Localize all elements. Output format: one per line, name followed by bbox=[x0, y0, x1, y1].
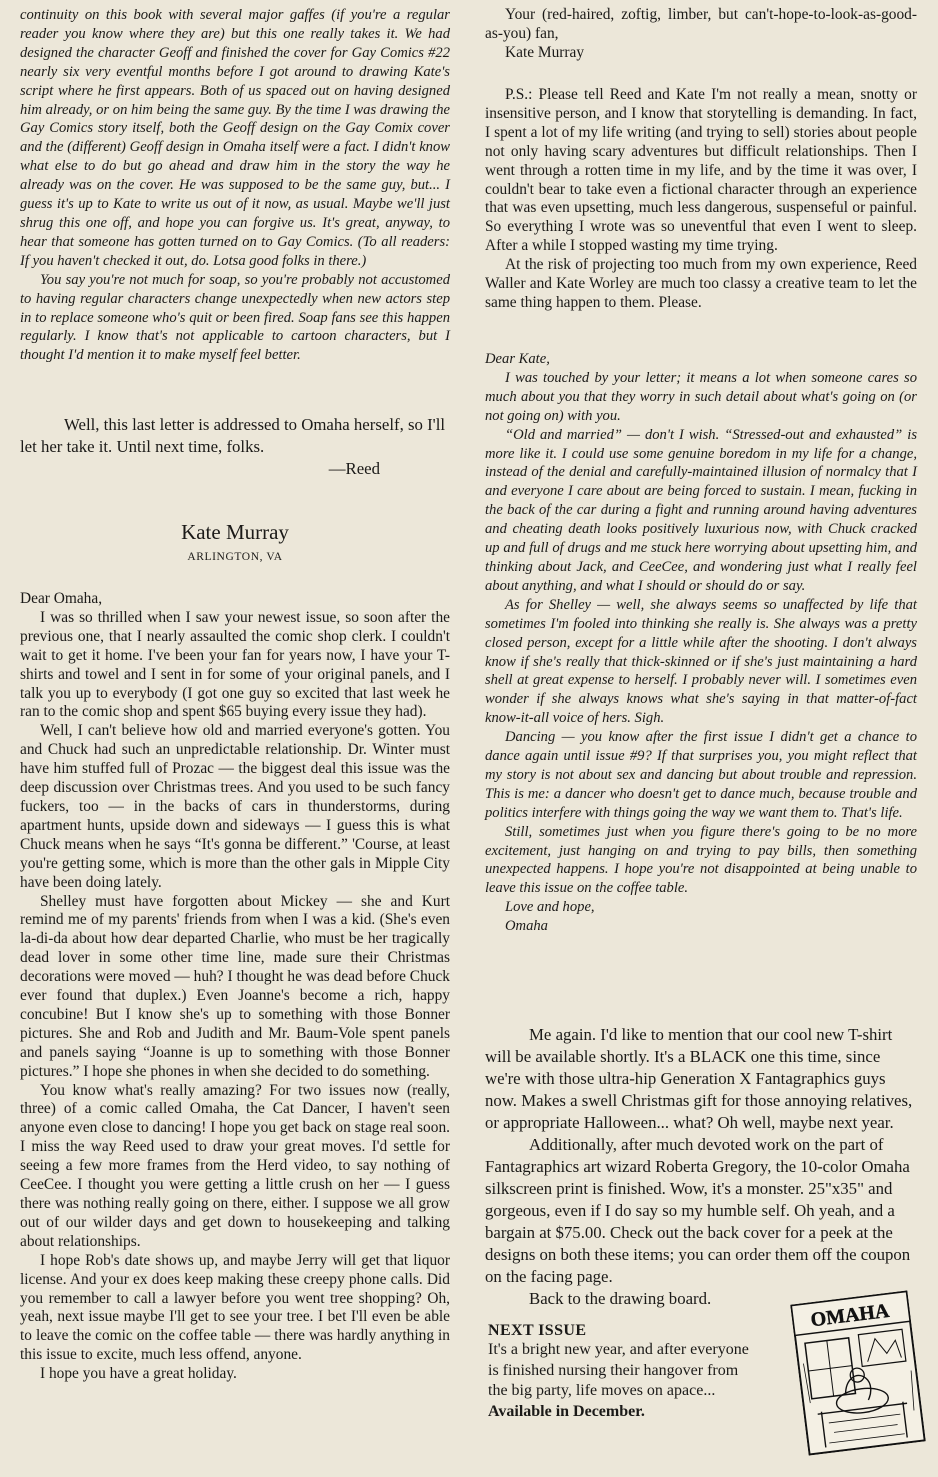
reply-paragraph: As for Shelley — well, she always seems so unaffected by life that sometimes I'm fooled into thinking she really is. She always was a pretty closed person, except for a little while after the shooting. I don't always know if she's really that thick-skinned or if she's just maintaining a hard shell at great expense to herself. I probably never will. I sometimes even wonder if she always knows what she's saying in that matter-of-fact know-it-all voice of hers. Sigh. bbox=[485, 596, 917, 727]
letter-paragraph: I hope Rob's date shows up, and maybe Jerry will get that liquor license. And your ex does keep making these creepy phone calls. Did you remember to call a lawyer before you went tree shopping? Oh, yeah, next issue maybe I'll get to see your tree. I bet I'll even be able to leave the comic on the coffee table — there was hardly anything in this issue to excite, much less offend, anyone. bbox=[20, 1251, 450, 1364]
reply-paragraph: continuity on this book with several major gaffes (if you're a regular reader you know where they are) but this one really takes it. We had designed the character Geoff and finished the cover for Gay Comics #22 nearly six very eventful months before I got around to drawing Kate's script where he first appears. Both of us spaced out on having designed him already, or on him being the same guy. By the time I was drawing the Gay Comics story itself, both the Geoff design on the Gay Comix cover and the (different) Geoff design in Omaha itself were a fact. I didn't know what else to do but go ahead and draw him in the story the way he already was on the cover. He was supposed to be the same guy, but... I guess it's up to Kate to write us out of it now, as usual. Maybe we'll just shrug this one off, and hope you can forgive us. It's great, anyway, to hear that someone has gotten turned on to Gay Comics. (To all readers: If you haven't checked it out, do. Lotsa good folks in there.) bbox=[20, 7, 450, 269]
reply-paragraph: Still, sometimes just when you figure there's going to be no more excitement, just hanging on and trying to pay bills, then something unexpected happens. I hope you're not disappointed at being unable to leave this issue on the coffee table. bbox=[485, 823, 917, 897]
reply-paragraph: Dancing — you know after the first issue I didn't get a chance to dance again until issue #9? If that surprises you, you might reflect that my story is not about sex and dancing but about trouble and repression. This is me: a dancer who doesn't get to dance much, because trouble and politics interfere with things going the way we want them to. That's life. bbox=[485, 729, 917, 821]
closing-signature: —Reed bbox=[328, 459, 380, 478]
news-paragraph: Additionally, after much devoted work on the part of Fantagraphics art wizard Roberta Gregory, the 10-color Omaha silkscreen print is finished. Wow, it's a monster. 25"x35" and gorgeous, even if I do say so my humble self. Oh yeah, and a bargain at $75.00. Check out the back cover for a peek at the designs on both these items; you can order them off the coupon on the facing page. bbox=[485, 1135, 911, 1286]
letter-paragraph: I hope you have a great holiday. bbox=[40, 1365, 237, 1383]
letter-signoff bbox=[485, 6, 917, 63]
editor-reply bbox=[20, 6, 450, 365]
news-paragraph: Back to the drawing board. bbox=[529, 1289, 712, 1308]
letter-author-location: ARLINGTON, VA bbox=[187, 551, 283, 563]
ps-paragraph: P.S.: Please tell Reed and Kate I'm not really a mean, snotty or insensitive person, and I know that storytelling is demanding. In fact, I spent a lot of my life writing (and trying to sell) stories about people not only having scary adventures but difficult relationships. Then I went through a rotten time in my life, and by the time it was over, I couldn't bear to take even a fictional character through an experience that was even upsetting, much less dangerous, suspenseful or painful. So everything I wrote was so uneventful that even I went to sleep. After a while I stopped wasting my time trying. bbox=[485, 86, 917, 255]
signoff-name: Kate Murray bbox=[505, 43, 585, 61]
reply-paragraph: “Old and married” — don't I wish. “Stressed-out and exhausted” is more like it. I could use some genuine boredom in my life for a change, instead of the denial and carefully-maintained illusion of normalcy that I and everyone I care about are being forced to sustain. I mean, fucking in the back of the car during a fight and running around having adventures and cheating death looks positively luxurious now, with Chuck cracked up and full of drugs and me stuck here worrying about upsetting him, and thinking about Jack, and CeeCee, and wondering just what I really feel about anything, and what I should or should do or say. bbox=[485, 426, 917, 594]
reply-paragraph: You say you're not much for soap, so you're probably not accustomed to having regular characters change unexpectedly when new actors step in to replace someone who's quit or been fired. Soap fans see this happen regularly. I know that's not applicable to cartoon characters, but I thought I'd mention it to make myself feel better. bbox=[20, 271, 450, 364]
editor-closing bbox=[20, 414, 450, 480]
letter-paragraph: Shelley must have forgotten about Mickey — she and Kurt remind me of my parents' friends from when I was a kid. (She's even la-di-da about how dear departed Charlie, who must be her tragically dead lover in some other time line, made sure their Christmas decorations were moved — huh? I thought he was dead before Chuck ever found that duplex.) Even Joanne's become a rich, happy concubine! But I know she's up to something with those Bonner pictures. She and Rob and Judith and Mr. Baum-Vole spent panels and panels saying “Joanne is up to something with those Bonner pictures.” I hope she phones in when she decided to do something. bbox=[20, 892, 450, 1080]
reply-signature: Omaha bbox=[505, 918, 548, 935]
postscript bbox=[485, 86, 917, 313]
letter-paragraph: Well, I can't believe how old and married everyone's gotten. You and Chuck had such an unpredictable relationship. Dr. Winter must have him stuffed full of Prozac — the biggest deal this issue was the deep discussion over Christmas trees. And you used to be such fancy fuckers, too — in the backs of cars in thunderstorms, during apartment hunts, upside down and sideways — I guess this is what Chuck means when he says “It's gonna be different.” 'Course, at least you're getting some, which is more than the other gals in Mipple City have been doing lately. bbox=[20, 722, 450, 891]
reply-closing: Love and hope, bbox=[505, 899, 595, 916]
reply-paragraph: I was touched by your letter; it means a lot when someone cares so much about you that they worry in such detail about what's going on (or not going on) with you. bbox=[485, 369, 917, 424]
news-section bbox=[485, 1024, 917, 1310]
letter-author-name: Kate Murray bbox=[181, 520, 289, 544]
next-issue-box bbox=[488, 1322, 758, 1423]
next-issue-cover-image bbox=[790, 1290, 926, 1455]
letter-header bbox=[20, 520, 450, 563]
reply-salutation: Dear Kate, bbox=[485, 351, 550, 367]
next-issue-title: NEXT ISSUE bbox=[488, 1322, 587, 1339]
signoff-text: Your (red-haired, zoftig, limber, but can't-hope-to-look-as-good-as-you) fan, bbox=[485, 6, 917, 42]
letter-salutation: Dear Omaha, bbox=[20, 590, 103, 607]
letter-paragraph: I was so thrilled when I saw your newest issue, so soon after the previous one, that I nearly assaulted the comic shop clerk. I couldn't wait to get it home. I've been your fan for years now, I have your T-shirts and towel and I sent in for some of your original panels, and I talk you up to everybody (I got one guy so excited that last week he ran to the comic shop and spent $65 buying every issue they had). bbox=[20, 608, 450, 721]
letter-paragraph: You know what's really amazing? For two issues now (really, three) of a comic called Omaha, the Cat Dancer, I haven't seen anyone even close to dancing! I hope you get back on stage real soon. I miss the way Reed used to draw your great moves. I'd settle for seeing a few more frames from the Herd video, to say nothing of CeeCee. I thought you were getting a little crush on her — I guess there was nothing really going on there, either. I suppose we all grow out of our wilder days and get down to housekeeping and talking about relationships. bbox=[20, 1081, 450, 1250]
omaha-reply bbox=[485, 350, 917, 936]
closing-text: Well, this last letter is addressed to Omaha herself, so I'll let her take it. Until next time, folks. bbox=[20, 415, 446, 456]
cover-logo-text: OMAHA bbox=[809, 1299, 891, 1332]
news-paragraph: Me again. I'd like to mention that our cool new T-shirt will be available shortly. It's a BLACK one this time, since we're with those ultra-hip Generation X Fantagraphics guys now. Makes a swell Christmas gift for those annoying relatives, or appropriate Halloween... what? Oh well, maybe next year. bbox=[485, 1025, 913, 1132]
reader-letter bbox=[20, 590, 450, 1384]
cover-drawing bbox=[790, 1290, 926, 1455]
next-issue-availability: Available in December. bbox=[488, 1403, 645, 1421]
ps-paragraph: At the risk of projecting too much from my own experience, Reed Waller and Kate Worley are much too classy a creative team to let the same thing happen to them. Please. bbox=[485, 256, 917, 311]
next-issue-text: It's a bright new year, and after everyone is finished nursing their hangover from the big party, life moves on apace... bbox=[488, 1341, 749, 1400]
